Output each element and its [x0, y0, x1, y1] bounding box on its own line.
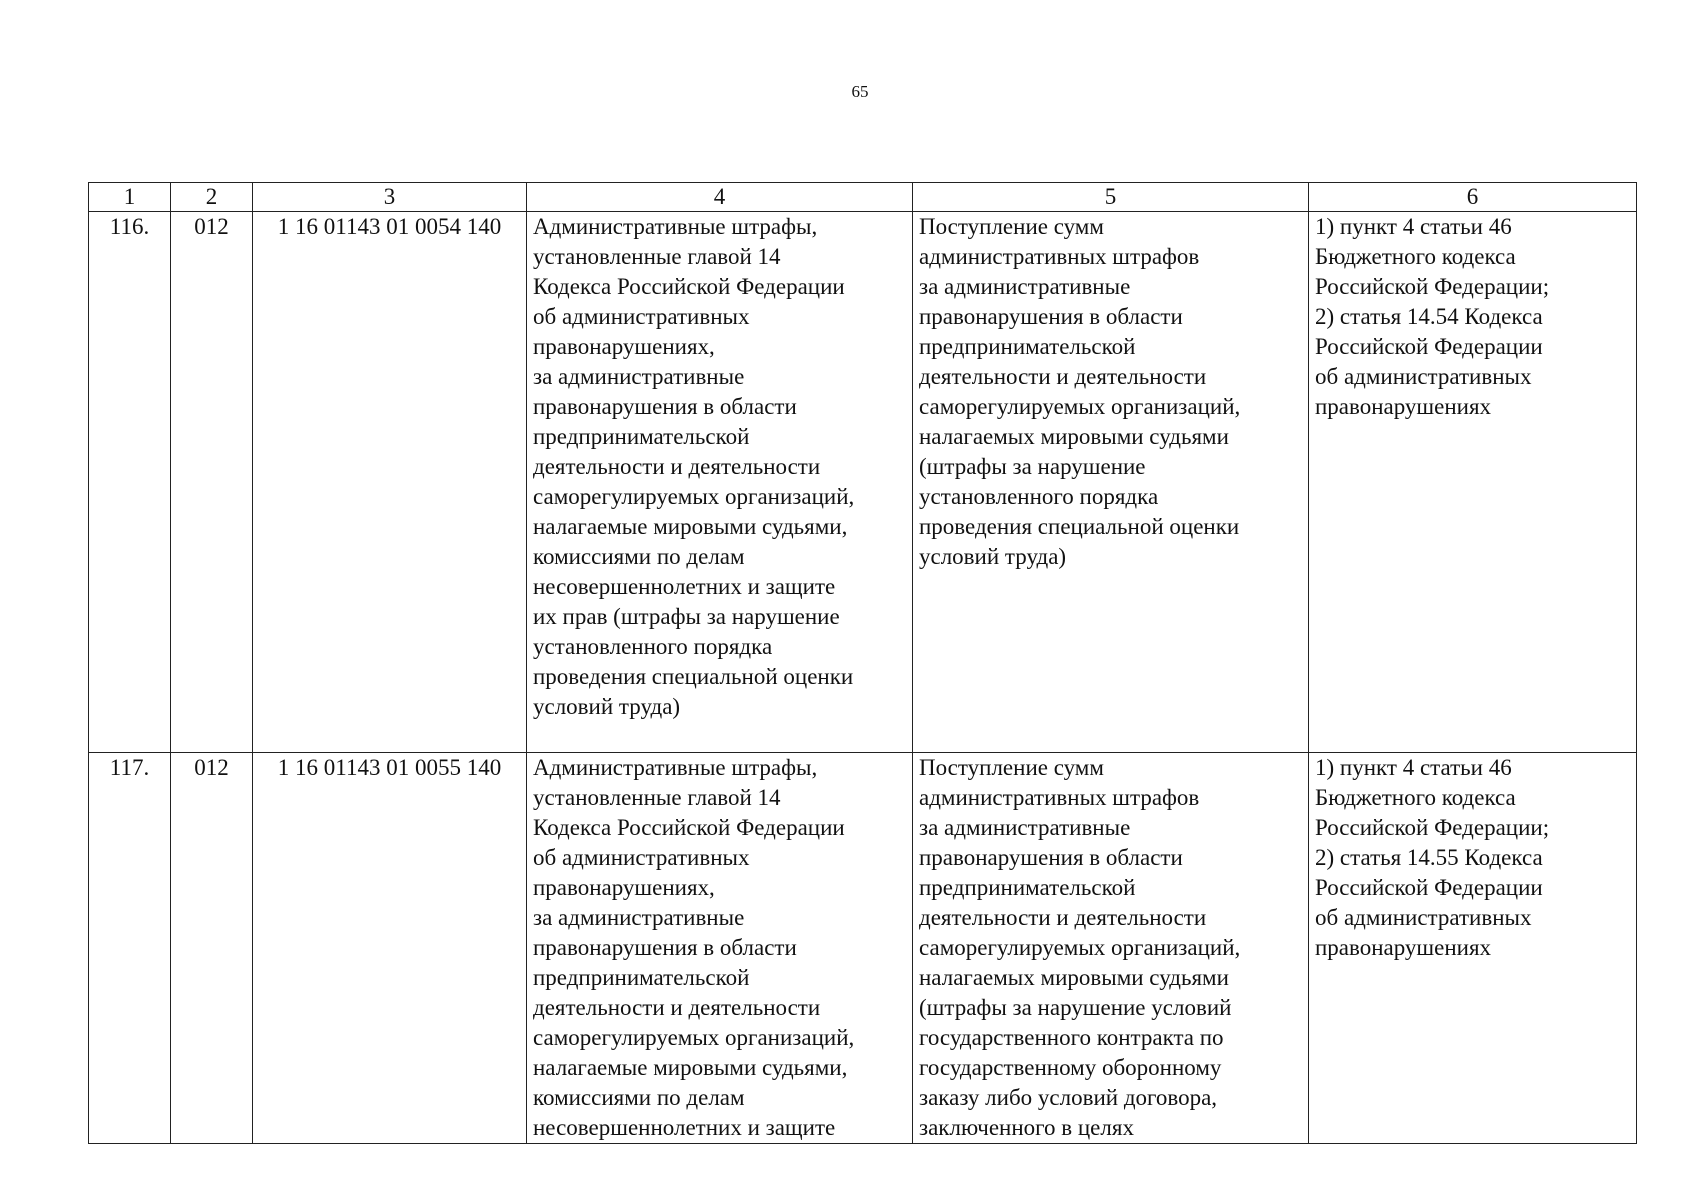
cell-text-line: деятельности и деятельности [533, 454, 821, 479]
cell-text-line: деятельности и деятельности [919, 905, 1207, 930]
cell-text-line: саморегулируемых организаций, [919, 394, 1241, 419]
administrator-code: 012 [171, 212, 253, 753]
cell-text-line: об административных [533, 845, 750, 870]
cell-text-line: налагаемые мировыми судьями, [533, 514, 848, 539]
cell-text-line: административных штрафов [919, 244, 1200, 269]
cell-text-line: саморегулируемых организаций, [533, 484, 855, 509]
cell-text-line: установленного порядка [919, 484, 1159, 509]
column-header-5: 5 [913, 183, 1309, 212]
cell-text-line: Административные штрафы, [533, 755, 818, 780]
column-header-4: 4 [527, 183, 913, 212]
cell-text-line: саморегулируемых организаций, [533, 1025, 855, 1050]
cell-text-line: (штрафы за нарушение условий [919, 995, 1232, 1020]
cell-text-line: Поступление сумм [919, 755, 1104, 780]
revenue-codes-table [88, 182, 1637, 1144]
revenue-description-cell [913, 753, 1309, 1144]
cell-text-line: деятельности и деятельности [919, 364, 1207, 389]
cell-text-line: налагаемые мировыми судьями, [533, 1055, 848, 1080]
cell-text-line: Кодекса Российской Федерации [533, 815, 845, 840]
row-number: 116. [89, 212, 171, 753]
cell-text-line: за административные [919, 274, 1131, 299]
cell-text-line: Кодекса Российской Федерации [533, 274, 845, 299]
cell-text-line: правонарушения в области [919, 304, 1183, 329]
cell-text-line: заключенного в целях [919, 1115, 1134, 1140]
cell-text-line: правонарушения в области [533, 935, 797, 960]
cell-text-line: правонарушениях [1315, 935, 1492, 960]
budget-classification-code: 1 16 01143 01 0055 140 [253, 753, 527, 1144]
cell-text-line: государственному оборонному [919, 1055, 1222, 1080]
table-row [89, 212, 1637, 753]
page-number: 65 [851, 82, 869, 101]
table-header-row [89, 183, 1637, 212]
column-header-1: 1 [89, 183, 171, 212]
cell-text-line: правонарушениях, [533, 334, 715, 359]
cell-text-line: Российской Федерации [1315, 875, 1543, 900]
cell-text-line: правонарушениях, [533, 875, 715, 900]
cell-text-line: предпринимательской [919, 875, 1136, 900]
cell-text-line: Административные штрафы, [533, 214, 818, 239]
cell-text-line: правонарушения в области [533, 394, 797, 419]
cell-text-line: 1) пункт 4 статьи 46 [1315, 755, 1512, 780]
cell-text-line: условий труда) [533, 694, 681, 719]
cell-text-line: правонарушения в области [919, 845, 1183, 870]
cell-text-line: установленные главой 14 [533, 244, 781, 269]
revenue-name-cell [527, 753, 913, 1144]
cell-text-line: об административных [1315, 364, 1532, 389]
cell-text-line: заказу либо условий договора, [919, 1085, 1218, 1110]
cell-text-line: за административные [533, 364, 745, 389]
cell-text-line: предпринимательской [533, 424, 750, 449]
cell-text-line: Бюджетного кодекса [1315, 785, 1516, 810]
cell-text-line: Бюджетного кодекса [1315, 244, 1516, 269]
cell-text-line: Российской Федерации; [1315, 815, 1550, 840]
table-row [89, 753, 1637, 1144]
cell-text-line: (штрафы за нарушение [919, 454, 1146, 479]
row-number: 117. [89, 753, 171, 1144]
cell-text-line: 2) статья 14.54 Кодекса [1315, 304, 1543, 329]
legal-basis-cell [1309, 753, 1637, 1144]
cell-text-line: государственного контракта по [919, 1025, 1224, 1050]
column-header-6: 6 [1309, 183, 1637, 212]
cell-text-line: проведения специальной оценки [919, 514, 1240, 539]
cell-text-line: за административные [533, 905, 745, 930]
legal-basis-cell [1309, 212, 1637, 753]
cell-text-line: Российской Федерации; [1315, 274, 1550, 299]
cell-text-line: предпринимательской [533, 965, 750, 990]
cell-text-line: налагаемых мировыми судьями [919, 965, 1229, 990]
cell-text-line: установленного порядка [533, 634, 773, 659]
cell-text-line: административных штрафов [919, 785, 1200, 810]
cell-text-line: об административных [1315, 905, 1532, 930]
cell-text-line: проведения специальной оценки [533, 664, 854, 689]
cell-text-line: об административных [533, 304, 750, 329]
cell-text-line: несовершеннолетних и защите [533, 1115, 836, 1140]
cell-text-line: их прав (штрафы за нарушение [533, 604, 840, 629]
cell-text-line: комиссиями по делам [533, 1085, 745, 1110]
cell-text-line: 2) статья 14.55 Кодекса [1315, 845, 1543, 870]
cell-text-line: саморегулируемых организаций, [919, 935, 1241, 960]
cell-text-line: Поступление сумм [919, 214, 1104, 239]
cell-text-line: правонарушениях [1315, 394, 1492, 419]
cell-text-line: деятельности и деятельности [533, 995, 821, 1020]
cell-text-line: налагаемых мировыми судьями [919, 424, 1229, 449]
budget-classification-code: 1 16 01143 01 0054 140 [253, 212, 527, 753]
cell-text-line: комиссиями по делам [533, 544, 745, 569]
cell-text-line: 1) пункт 4 статьи 46 [1315, 214, 1512, 239]
cell-text-line: условий труда) [919, 544, 1067, 569]
revenue-description-cell [913, 212, 1309, 753]
revenue-name-cell [527, 212, 913, 753]
administrator-code: 012 [171, 753, 253, 1144]
cell-text-line: за административные [919, 815, 1131, 840]
cell-text-line: предпринимательской [919, 334, 1136, 359]
cell-text-line: несовершеннолетних и защите [533, 574, 836, 599]
column-header-3: 3 [253, 183, 527, 212]
column-header-2: 2 [171, 183, 253, 212]
cell-text-line: Российской Федерации [1315, 334, 1543, 359]
cell-text-line: установленные главой 14 [533, 785, 781, 810]
